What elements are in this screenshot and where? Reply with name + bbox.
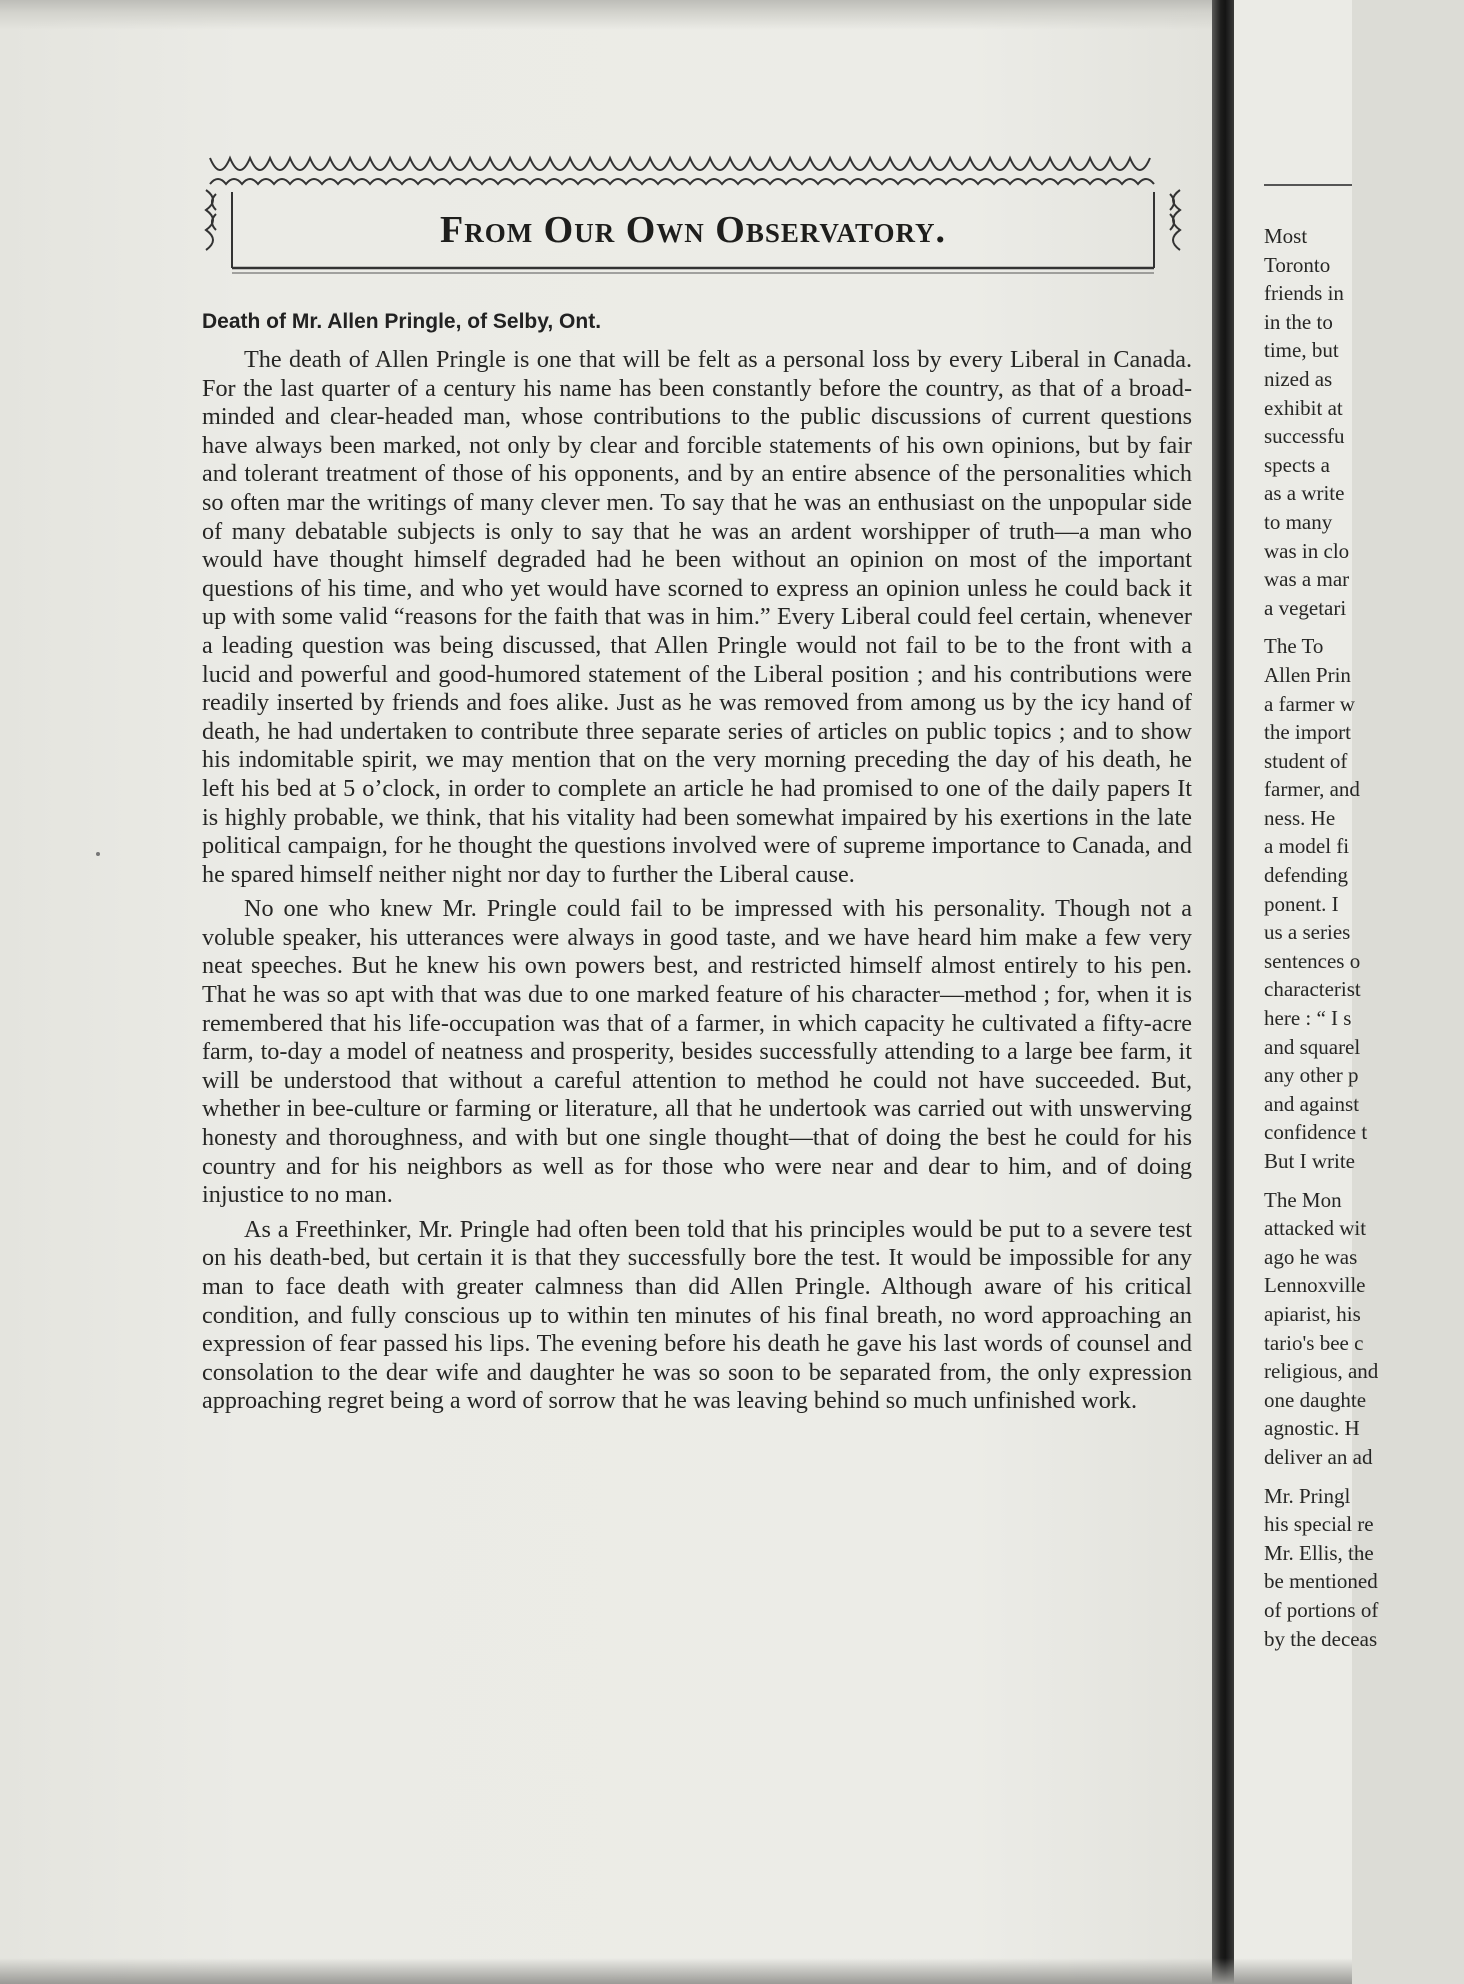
facing-page-line: apiarist, his [1264,1301,1361,1326]
article-headline: Death of Mr. Allen Pringle, of Selby, Ont. [202,310,602,333]
facing-page-line: friends in [1264,281,1344,306]
facing-page-line: exhibit at [1264,395,1343,420]
facing-page-line: was in clo [1264,538,1350,563]
article-paragraph: As a Freethinker, Mr. Pringle had often been told that his principles would be put to a severe test on his death-bed, but certain it is that they successfully bore the test. It would be impossible for any man to face death with greater calmness than did Allen Pringle. Although aware of his critical condition, and fully conscious up to within ten minutes of his final breath, no word approaching an expression of fear passed his lips. The evening before his death he gave his last words of counsel and consolation to the dear wife and daughter he was so soon to be separated from, the only expression approaching regret being a word of sorrow that he was leaving behind so much unfinished work. [202,1215,1192,1415]
facing-page-line: attacked wit [1264,1216,1367,1241]
facing-page-line: Mr. Pringl [1264,1483,1351,1508]
facing-page-line: spects a [1264,452,1330,477]
facing-page-rule [1264,184,1352,186]
article-paragraph: The death of Allen Pringle is one that will be felt as a personal loss by every Liberal in Canada. For the last quarter of a century his name has been constantly before the country, as that of a broad-minded and clear-headed man, whose contributions to the public discussions of current questions have always been marked, not only by clear and forcible statements of his own opinions, but by fair and tolerant treatment of those of his opponents, and by an entire absence of the personalities which so often mar the writings of many clever men. To say that he was an enthusiast on the unpopular side of many debatable subjects is only to say that he was an ardent worshipper of truth—a man who would have thought himself degraded had he been without an opinion on most of the important questions of his time, and who yet would have scorned to express an opinion unless he could back it up with some valid “reasons for the faith that was in him.” Every Liberal could feel certain, whenever a leading question was being discussed, that Allen Pringle would not fail to be to the front with a lucid and powerful and good-humored statement of the Liberal position ; and his contributions were readily inserted by friends and foes alike. Just as he was removed from among us by the icy hand of death, he had undertaken to contribute three separate series of articles on public topics ; and to show his indomitable spirit, we may mention that on the very morning preceding the day of his death, he left his bed at 5 o’clock, in order to complete an article he had promised to one of the daily papers It is highly probable, we think, that his vitality had been somewhat impaired by his exertions in the late political campaign, for he thought the questions involved were of supreme importance to Canada, and he spared himself neither night nor day to further the Liberal cause. [202,346,1192,888]
section-title: From Our Own Observatory. [439,209,947,251]
facing-page-line: here : “ I s [1264,1006,1352,1031]
facing-page-line: to many [1264,509,1333,534]
facing-page-line: Most [1264,224,1308,248]
facing-page-line: sentences o [1264,948,1361,973]
facing-page-line: his special re [1264,1512,1374,1537]
article [202,300,1192,1422]
facing-page-line: But I write [1264,1149,1355,1173]
facing-page-line: time, but [1264,338,1339,363]
facing-page-line: Mr. Ellis, the [1264,1540,1374,1565]
article-paragraph: No one who knew Mr. Pringle could fail to be impressed with his personality. Though not a voluble speaker, his utterances were always in good taste, and we have heard him make a few very neat speeches. But he knew his own powers best, and restricted himself almost entirely to his pen. That he was so apt with that was due to one marked feature of his character—method ; for, when it is remembered that his life-occupation was that of a farmer, in which capacity he cultivated a fifty-acre farm, to-day a model of neatness and prosperity, besides successfully attending to a large bee farm, it will be understood that without a careful attention to method he could not have succeeded. But, whether in bee-culture or farming or literature, all that he undertook was carried out with unswerving honesty and thoroughness, and with but one single thought—that of doing the best he could for his country and for his neighbors as well as for those who were near and dear to him, and of doing injustice to no man. [202,895,1192,1209]
facing-page-line: and squarel [1264,1034,1361,1059]
facing-page-line: The To [1264,634,1324,659]
facing-page-line: confidence t [1264,1120,1368,1145]
facing-page-line: the import [1264,720,1351,745]
facing-page-line: agnostic. H [1264,1416,1360,1441]
facing-page-line: defending [1264,863,1348,888]
facing-page-line: successfu [1264,424,1345,449]
facing-page-line: a vegetari [1264,595,1347,620]
ink-speck [96,852,100,856]
facing-page [1234,0,1379,1984]
facing-page-line: be mentioned [1264,1569,1378,1594]
facing-page-line: by the deceas [1264,1626,1378,1651]
facing-page-line: a farmer w [1264,691,1355,716]
facing-page-line: student of [1264,748,1348,773]
facing-page-line: The Mon [1264,1187,1342,1212]
facing-page-line: of portions of [1264,1597,1379,1622]
facing-page-line: any other p [1264,1063,1359,1088]
facing-page-line: was a mar [1264,567,1350,592]
facing-page-line: nized as [1264,366,1333,391]
facing-page-line: one daughte [1264,1387,1367,1412]
facing-page-text [1264,222,1464,1653]
facing-page-line: us a series [1264,920,1351,945]
facing-page-line: and against [1264,1091,1360,1116]
ornament-row-top [210,158,1154,184]
facing-page-line: as a write [1264,481,1345,506]
facing-page-line: in the to [1264,309,1333,334]
facing-page-line: ponent. I [1264,891,1339,916]
facing-page-line: Allen Prin [1264,662,1351,687]
facing-page-line: religious, and [1264,1359,1379,1384]
facing-page-line: Lennoxville [1264,1273,1366,1298]
facing-page-line: characterist [1264,977,1361,1002]
facing-page-line: tario's bee c [1264,1330,1364,1355]
header-banner [198,150,1188,278]
facing-page-line: deliver an ad [1264,1444,1373,1469]
facing-page-line: ness. He [1264,805,1336,830]
page-top-edge [0,0,1352,30]
facing-page-line: a model fi [1264,834,1350,859]
page-bottom-edge [0,1958,1352,1984]
facing-page-line: farmer, and [1264,777,1360,802]
book-gutter [1212,0,1234,1984]
facing-page-line: Toronto [1264,252,1331,277]
facing-page-line: ago he was [1264,1244,1358,1269]
